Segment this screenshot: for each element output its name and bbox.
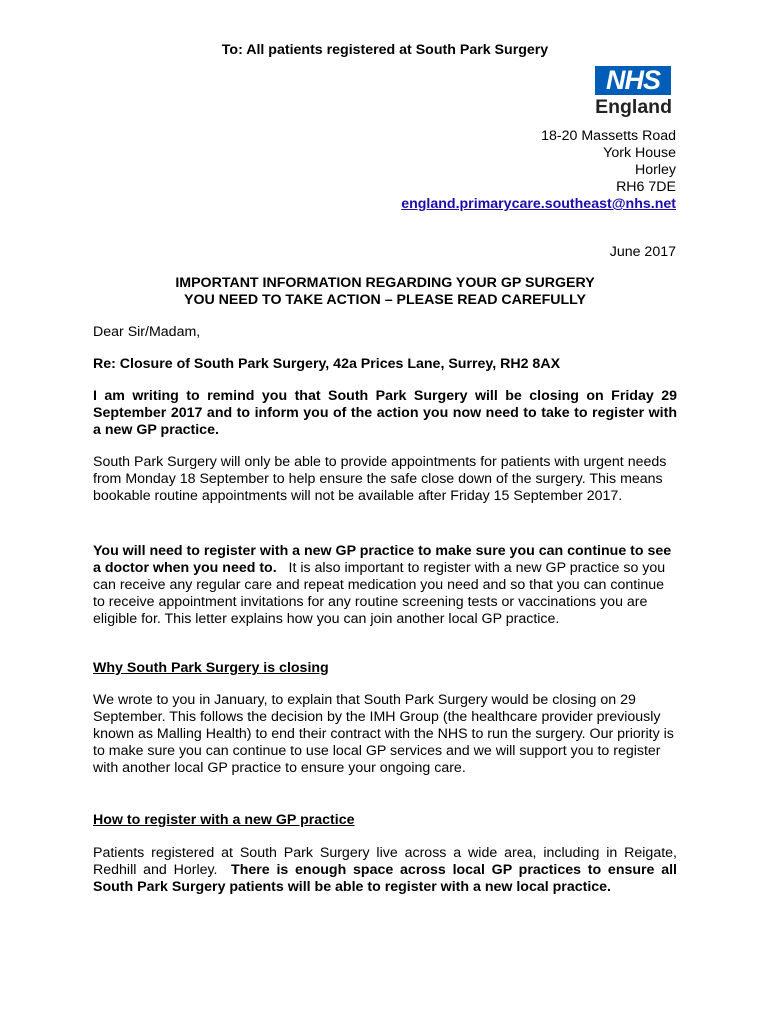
nhs-logo-text: NHS	[605, 65, 660, 95]
subject-line: Re: Closure of South Park Surgery, 42a Prices Lane, Surrey, RH2 8AX	[93, 356, 561, 372]
recipient-line: To: All patients registered at South Park Surgery	[221, 42, 549, 58]
nhs-region-text: England	[595, 96, 672, 118]
nhs-england-logo	[592, 66, 674, 118]
nhs-logo-box	[595, 66, 671, 95]
email-link[interactable]: england.primarycare.southeast@nhs.net	[401, 196, 676, 212]
salutation: Dear Sir/Madam,	[93, 324, 201, 340]
why-closing-heading: Why South Park Surgery is closing	[93, 660, 329, 676]
why-closing-paragraph: We wrote to you in January, to explain that South Park Surgery would be closing on 29 September. This follows the decision by the IMH Group (the healthcare provider previously known as Malling Health) to end their contract with the NHS to run the surgery. Our priority is to make sure you can continue to use local GP services and we will support you to register with another local GP practice to ensure your ongoing care.	[93, 692, 674, 776]
address-postcode: RH6 7DE	[616, 179, 676, 195]
register-emphasis: You will need to register with a new GP practice to make sure you can continue to see a doctor when you need to.	[93, 543, 672, 576]
headline-line: YOU NEED TO TAKE ACTION – PLEASE READ CAREFULLY	[183, 292, 587, 308]
address-line: Horley	[635, 162, 676, 178]
headline-line: IMPORTANT INFORMATION REGARDING YOUR GP SURGERY	[175, 275, 595, 291]
how-to-register-emphasis: There is enough space across local GP practices to ensure all South Park Surgery patients will be able to register with a new local practice.	[93, 862, 677, 895]
register-detail: It is also important to register with a new GP practice so you can receive any regular care and repeat medication you need and so that you can continue to receive appointment invitations for any routine screening tests or vaccinations you are eligible for. This letter explains how you can join another local GP practice.	[93, 560, 666, 627]
sender-address	[401, 128, 676, 213]
address-line: 18-20 Massetts Road	[541, 128, 676, 144]
how-to-register-heading: How to register with a new GP practice	[93, 812, 355, 828]
address-line: York House	[603, 145, 676, 161]
how-to-register-text: Patients registered at South Park Surgery live across a wide area, including in Reigate, Redhill and Horley.	[93, 845, 677, 878]
headline	[0, 275, 770, 309]
register-paragraph	[93, 543, 677, 628]
how-to-register-paragraph	[93, 845, 677, 896]
letter-date: June 2017	[609, 244, 676, 260]
intro-paragraph: I am writing to remind you that South Park Surgery will be closing on Friday 29 September 2017 and to inform you of the action you now need to take to register with a new GP practice.	[93, 388, 677, 438]
appointments-paragraph: South Park Surgery will only be able to provide appointments for patients with urgent needs from Monday 18 September to help ensure the safe close down of the surgery. This means bookable routine appointments will not be available after Friday 15 September 2017.	[93, 454, 667, 504]
